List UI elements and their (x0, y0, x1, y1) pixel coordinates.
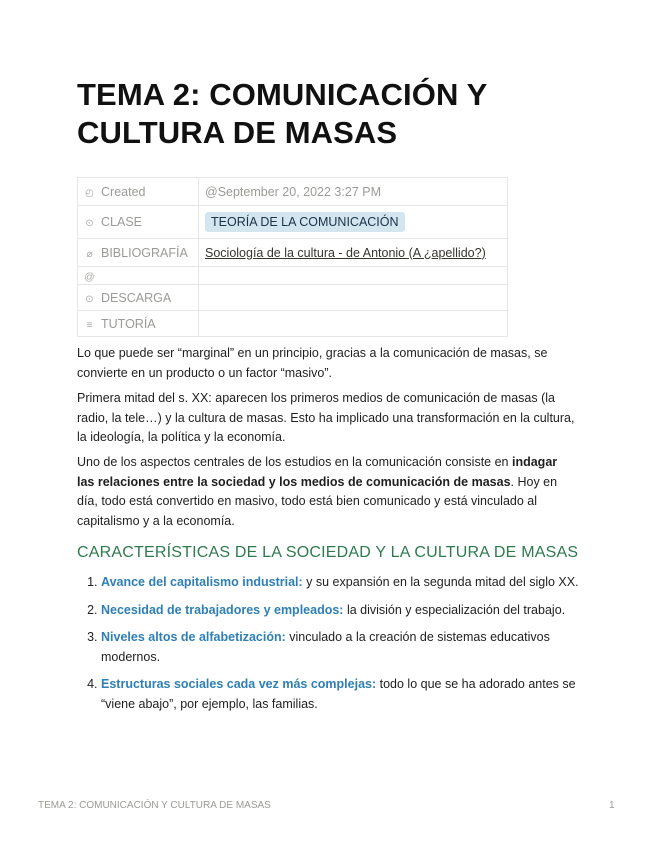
clase-tag[interactable]: TEORÍA DE LA COMUNICACIÓN (205, 212, 405, 232)
property-value: @September 20, 2022 3:27 PM (199, 178, 508, 206)
bibliografia-link[interactable]: Sociología de la cultura - de Antonio (A ¿apellido?) (205, 245, 486, 260)
clock-icon: ◴ (85, 187, 94, 199)
select-icon: ⊙ (85, 218, 94, 229)
paragraph-2: Primera mitad del s. XX: aparecen los primeros medios de comunicación de masas (la radio, la tele…) y la cultura de masas. Esto ha implicado una transformación en la cultura, la ideología, la política y la economía. (77, 391, 575, 444)
properties-table (77, 177, 508, 337)
list-item: 4. Estructuras sociales cada vez más complejas: todo lo que se ha adorado antes se “viene abajo”, por ejemplo, las familias. (101, 675, 606, 714)
paragraph-1: Lo que puede ser “marginal” en un principio, gracias a la comunicación de masas, se convierte en un producto o un factor “masivo”. (77, 346, 548, 380)
select-icon: ⊙ (85, 293, 94, 305)
property-row-bibliografia (78, 239, 508, 267)
paperclip-icon: ⌀ (86, 248, 93, 260)
text-icon: ≡ (86, 319, 93, 331)
characteristics-list (77, 573, 606, 722)
property-value (199, 267, 508, 285)
list-item: 3. Niveles altos de alfabetización: vinculado a la creación de sistemas educativos modernos. (101, 628, 606, 667)
page-title: TEMA 2: COMUNICACIÓN Y CULTURA DE MASAS (77, 77, 487, 150)
property-key: ≡ TUTORÍA (78, 311, 199, 337)
section-heading: CARACTERÍSTICAS DE LA SOCIEDAD Y LA CULTURA DE MASAS (77, 544, 579, 561)
property-row-descarga (78, 285, 508, 311)
property-key: ⊙ CLASE (78, 206, 199, 239)
property-key (78, 267, 199, 285)
property-row-created (78, 178, 508, 206)
property-row-clase (78, 206, 508, 239)
property-value (199, 285, 508, 311)
property-value (199, 239, 508, 267)
property-key: ⊙ DESCARGA (78, 285, 199, 311)
property-value (199, 311, 508, 337)
paragraph-3: Uno de los aspectos centrales de los estudios en la comunicación consiste en indagar las relaciones entre la sociedad y los medios de comunicación de masas. Hoy en día, todo está convertido en masivo, todo está bien comunicado y está vinculado al capitalismo y a la economía. (77, 455, 558, 528)
property-value (199, 206, 508, 239)
list-item: 2. Necesidad de trabajadores y empleados: la división y especialización del trabajo. (101, 601, 606, 621)
property-row-at (78, 267, 508, 285)
footer-title: TEMA 2: COMUNICACIÓN Y CULTURA DE MASAS (38, 800, 271, 811)
property-row-tutoria (78, 311, 508, 337)
bold-phrase: indagar las relaciones entre la sociedad y los medios de comunicación de masas (77, 455, 558, 489)
at-icon: @ (84, 271, 95, 283)
list-item: 1. Avance del capitalismo industrial: y su expansión en la segunda mitad del siglo XX. (101, 573, 606, 593)
footer-page-number: 1 (609, 800, 615, 811)
property-key: ⌀ BIBLIOGRAFÍA (78, 239, 199, 267)
property-key: ◴ Created (78, 178, 199, 206)
